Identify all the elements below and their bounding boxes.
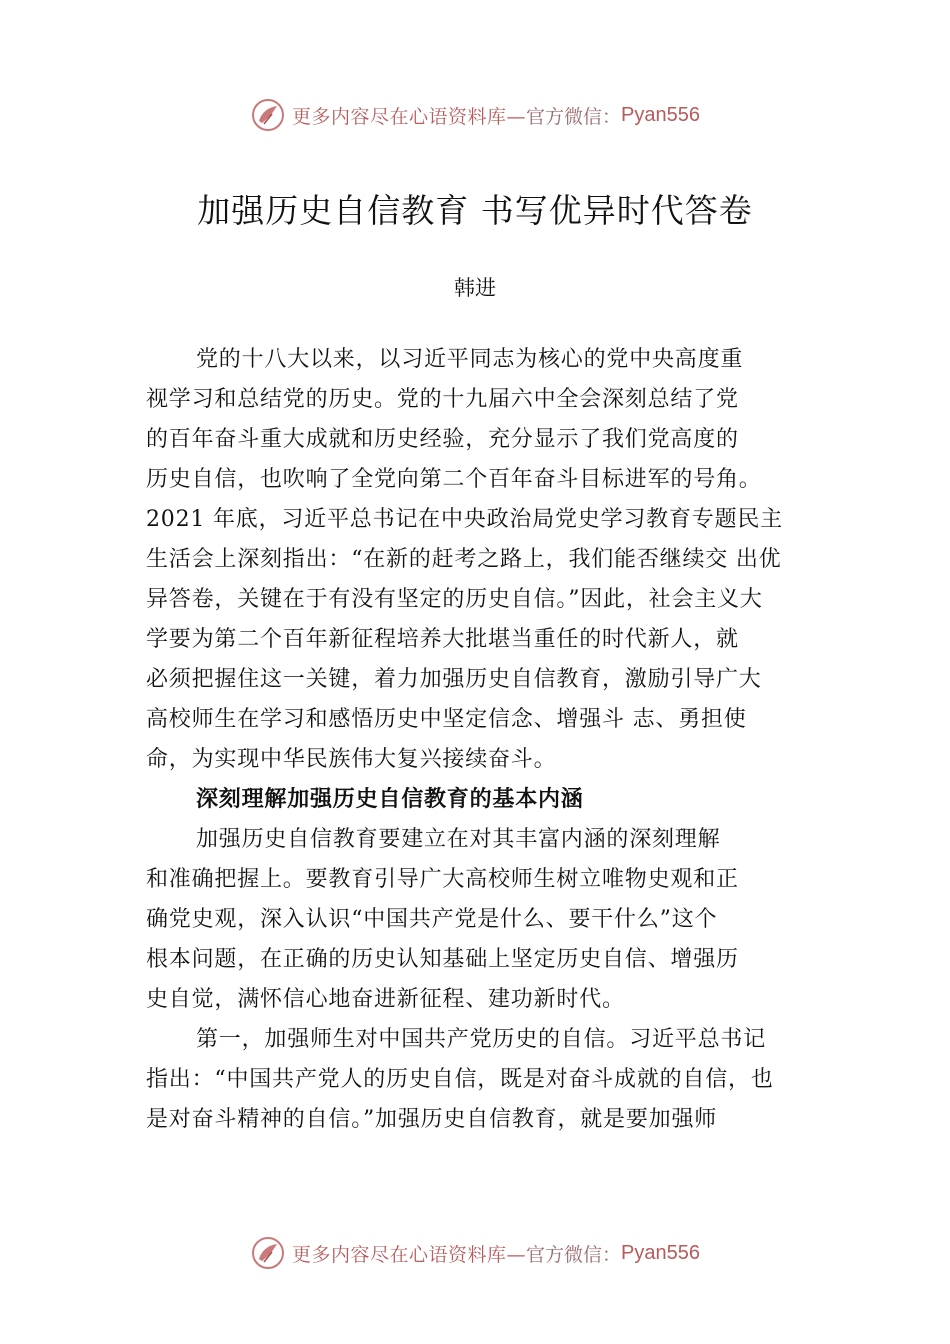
- body-line: 党的十八大以来，以习近平同志为核心的党中央高度重: [196, 347, 744, 372]
- body-line: 第一，加强师生对中国共产党历史的自信。习近平总书记: [196, 1027, 767, 1052]
- watermark-id: Pyan556: [621, 1241, 700, 1264]
- body-line: 异答卷，关键在于有没有坚定的历史自信。”因此，社会主义大: [146, 587, 763, 612]
- body-line: 确党史观，深入认识“中国共产党是什么、要干什么”这个: [146, 907, 718, 932]
- document-author: 韩进: [454, 276, 496, 300]
- watermark-banner-bottom: [0, 1233, 950, 1273]
- body-line: 指出：“中国共产党人的历史自信，既是对奋斗成就的自信，也: [146, 1067, 774, 1092]
- body-line: 史自觉，满怀信心地奋进新征程、建功新时代。: [146, 987, 625, 1012]
- body-line: 学要为第二个百年新征程培养大批堪当重任的时代新人，就: [146, 627, 739, 652]
- body-line: 的百年奋斗重大成就和历史经验，充分显示了我们党高度的: [146, 427, 739, 452]
- body-line: 生活会上深刻指出：“在新的赶考之路上，我们能否继续交 出优: [146, 547, 782, 572]
- body-line: 加强历史自信教育要建立在对其丰富内涵的深刻理解: [196, 827, 721, 852]
- body-line: 视学习和总结党的历史。党的十九届六中全会深刻总结了党: [146, 387, 739, 412]
- watermark-label: 官方微信：: [526, 1243, 622, 1266]
- watermark-label: 官方微信：: [526, 105, 622, 128]
- body-line: 高校师生在学习和感悟历史中坚定信念、增强斗 志、勇担使: [146, 707, 747, 732]
- section-heading: 深刻理解加强历史自信教育的基本内涵: [196, 787, 584, 812]
- watermark-text: 更多内容尽在心语资料库—: [292, 1243, 527, 1266]
- body-line: 必须把握住这一关键，着力加强历史自信教育，激励引导广大: [146, 667, 762, 692]
- document-body: [146, 340, 836, 1140]
- body-line: 2021 年底，习近平总书记在中央政治局党史学习教育专题民主: [146, 507, 783, 532]
- body-line: 和准确把握上。要教育引导广大高校师生树立唯物史观和正: [146, 867, 739, 892]
- document-title: 加强历史自信教育 书写优异时代答卷: [197, 191, 753, 230]
- watermark-id: Pyan556: [621, 103, 700, 126]
- body-line: 命，为实现中华民族伟大复兴接续奋斗。: [146, 747, 557, 772]
- writing-hand-logo-icon: [250, 1235, 286, 1271]
- watermark-text: 更多内容尽在心语资料库—: [292, 105, 527, 128]
- body-line: 是对奋斗精神的自信。”加强历史自信教育，就是要加强师: [146, 1107, 718, 1132]
- writing-hand-logo-icon: [250, 97, 286, 133]
- watermark-banner-top: [0, 95, 950, 135]
- body-line: 历史自信，也吹响了全党向第二个百年奋斗目标进军的号角。: [146, 467, 762, 492]
- body-line: 根本问题，在正确的历史认知基础上坚定历史自信、增强历: [146, 947, 739, 972]
